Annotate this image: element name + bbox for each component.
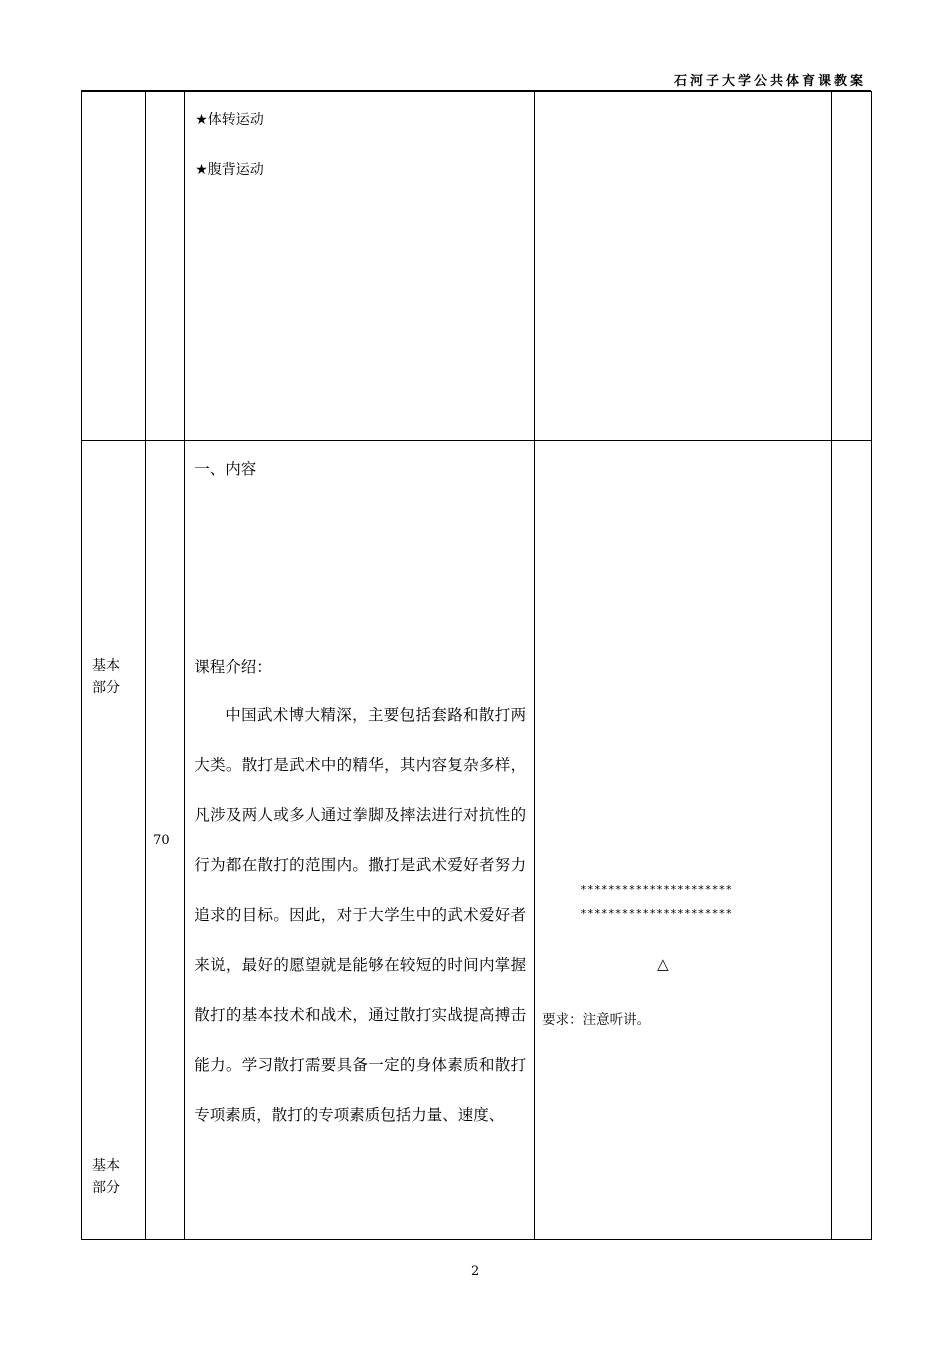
content-cell [185, 441, 535, 1240]
section-cell [82, 441, 146, 1240]
content-heading: 一、内容 [194, 460, 257, 478]
organization-cell [535, 92, 832, 441]
exercise-item: ★腹背运动 [195, 162, 264, 178]
page-number: 2 [471, 1264, 480, 1279]
student-formation-row: ********************** [580, 907, 733, 920]
content-subheading: 课程介绍： [194, 658, 272, 676]
content-cell [185, 92, 535, 441]
time-cell [146, 92, 185, 441]
section-cell [82, 92, 146, 441]
remarks-cell [831, 92, 871, 441]
page-header-title: 石河子大学公共体育课教案 [673, 74, 866, 89]
organization-cell [535, 441, 832, 1240]
section-label-main: 基本部分 [92, 658, 120, 696]
remarks-cell [831, 441, 871, 1240]
exercise-item: ★体转运动 [195, 112, 264, 128]
teacher-position-icon: △ [657, 955, 669, 973]
table-row-main [82, 441, 872, 1240]
lesson-plan-table [81, 91, 872, 1240]
table-row-warmup [82, 92, 872, 441]
student-formation-row: ********************** [580, 883, 733, 896]
time-cell [146, 441, 185, 1240]
content-paragraph: 中国武术博大精深，主要包括套路和散打两大类。散打是武术中的精华，其内容复杂多样，凡涉及两人或多人通过拳脚及摔法进行对抗性的行为都在散打的范围内。撒打是武术爱好者努力追求的目标。因此，对于大学生中的武术爱好者来说，最好的愿望就是能够在较短的时间内掌握散打的基本技术和战术，通过散打实战提高搏击能力。学习散打需要具备一定的身体素质和散打专项素质，散打的专项素质包括力量、速度、 [194, 706, 527, 1124]
duration-minutes: 70 [153, 833, 170, 848]
requirement-text: 要求：注意听讲。 [542, 1012, 651, 1028]
section-label-main-repeat: 基本部分 [92, 1158, 120, 1196]
